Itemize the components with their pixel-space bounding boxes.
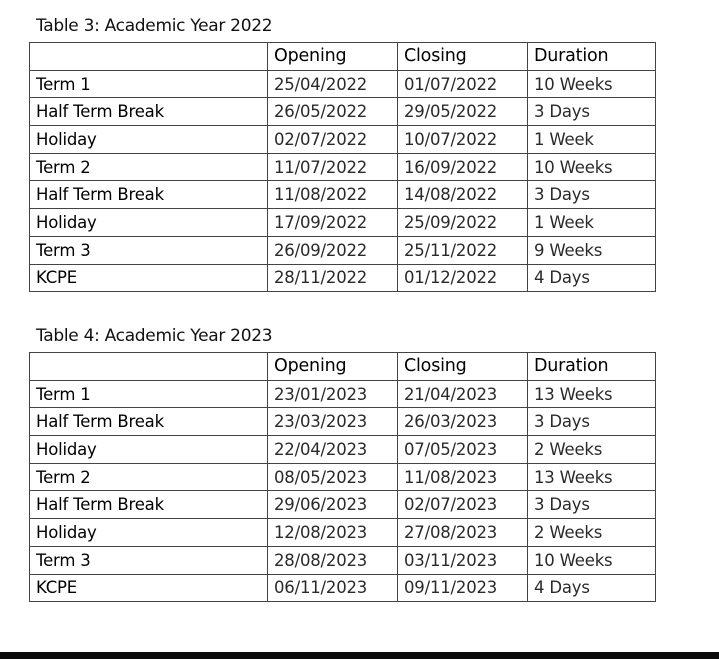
table-caption: Table 4: Academic Year 2023 [36, 326, 273, 346]
closing-date: 25/09/2022 [398, 209, 528, 237]
closing-date: 16/09/2022 [398, 153, 528, 181]
duration-value: 9 Weeks [528, 236, 656, 264]
table-row [30, 519, 656, 547]
header-duration: Duration [528, 353, 656, 381]
academic-calendar-table-2023 [29, 352, 656, 602]
opening-date: 28/08/2023 [268, 546, 398, 574]
opening-date: 02/07/2022 [268, 126, 398, 154]
table-caption: Table 3: Academic Year 2022 [36, 16, 273, 36]
closing-date: 21/04/2023 [398, 380, 528, 408]
opening-date: 23/03/2023 [268, 408, 398, 436]
header-closing: Closing [398, 43, 528, 71]
opening-date: 28/11/2022 [268, 264, 398, 292]
row-label: KCPE [30, 264, 268, 292]
duration-value: 1 Week [528, 209, 656, 237]
duration-value: 10 Weeks [528, 153, 656, 181]
table-row [30, 98, 656, 126]
table-header-row [30, 353, 656, 381]
closing-date: 02/07/2023 [398, 491, 528, 519]
closing-date: 09/11/2023 [398, 574, 528, 602]
duration-value: 4 Days [528, 574, 656, 602]
header-duration: Duration [528, 43, 656, 71]
table-row [30, 236, 656, 264]
row-label: KCPE [30, 574, 268, 602]
closing-date: 25/11/2022 [398, 236, 528, 264]
table-body [30, 380, 656, 602]
header-blank-cell [30, 353, 268, 381]
table-row [30, 463, 656, 491]
row-label: Holiday [30, 436, 268, 464]
table-row [30, 380, 656, 408]
duration-value: 10 Weeks [528, 546, 656, 574]
closing-date: 01/12/2022 [398, 264, 528, 292]
opening-date: 06/11/2023 [268, 574, 398, 602]
row-label: Term 3 [30, 236, 268, 264]
closing-date: 14/08/2022 [398, 181, 528, 209]
table-row [30, 436, 656, 464]
opening-date: 26/09/2022 [268, 236, 398, 264]
opening-date: 29/06/2023 [268, 491, 398, 519]
duration-value: 10 Weeks [528, 70, 656, 98]
table-row [30, 491, 656, 519]
row-label: Term 3 [30, 546, 268, 574]
opening-date: 17/09/2022 [268, 209, 398, 237]
row-label: Holiday [30, 126, 268, 154]
duration-value: 3 Days [528, 181, 656, 209]
opening-date: 11/08/2022 [268, 181, 398, 209]
opening-date: 08/05/2023 [268, 463, 398, 491]
opening-date: 12/08/2023 [268, 519, 398, 547]
closing-date: 11/08/2023 [398, 463, 528, 491]
closing-date: 26/03/2023 [398, 408, 528, 436]
header-blank-cell [30, 43, 268, 71]
table-row [30, 70, 656, 98]
table-row [30, 408, 656, 436]
academic-calendar-table-2022 [29, 42, 656, 292]
row-label: Half Term Break [30, 181, 268, 209]
table-row [30, 264, 656, 292]
row-label: Holiday [30, 519, 268, 547]
duration-value: 13 Weeks [528, 463, 656, 491]
opening-date: 25/04/2022 [268, 70, 398, 98]
opening-date: 11/07/2022 [268, 153, 398, 181]
row-label: Holiday [30, 209, 268, 237]
table-row [30, 574, 656, 602]
row-label: Term 2 [30, 153, 268, 181]
closing-date: 29/05/2022 [398, 98, 528, 126]
row-label: Term 1 [30, 70, 268, 98]
duration-value: 2 Weeks [528, 436, 656, 464]
duration-value: 3 Days [528, 408, 656, 436]
closing-date: 10/07/2022 [398, 126, 528, 154]
duration-value: 1 Week [528, 126, 656, 154]
duration-value: 2 Weeks [528, 519, 656, 547]
closing-date: 27/08/2023 [398, 519, 528, 547]
row-label: Half Term Break [30, 491, 268, 519]
closing-date: 03/11/2023 [398, 546, 528, 574]
bottom-edge-bar [0, 652, 719, 659]
table-row [30, 181, 656, 209]
opening-date: 26/05/2022 [268, 98, 398, 126]
header-opening: Opening [268, 353, 398, 381]
table-header-row [30, 43, 656, 71]
closing-date: 01/07/2022 [398, 70, 528, 98]
duration-value: 3 Days [528, 98, 656, 126]
row-label: Half Term Break [30, 408, 268, 436]
table-row [30, 546, 656, 574]
table-body [30, 70, 656, 292]
header-opening: Opening [268, 43, 398, 71]
table-row [30, 209, 656, 237]
closing-date: 07/05/2023 [398, 436, 528, 464]
table-row [30, 153, 656, 181]
duration-value: 3 Days [528, 491, 656, 519]
header-closing: Closing [398, 353, 528, 381]
row-label: Half Term Break [30, 98, 268, 126]
duration-value: 13 Weeks [528, 380, 656, 408]
opening-date: 23/01/2023 [268, 380, 398, 408]
opening-date: 22/04/2023 [268, 436, 398, 464]
row-label: Term 2 [30, 463, 268, 491]
duration-value: 4 Days [528, 264, 656, 292]
row-label: Term 1 [30, 380, 268, 408]
table-row [30, 126, 656, 154]
